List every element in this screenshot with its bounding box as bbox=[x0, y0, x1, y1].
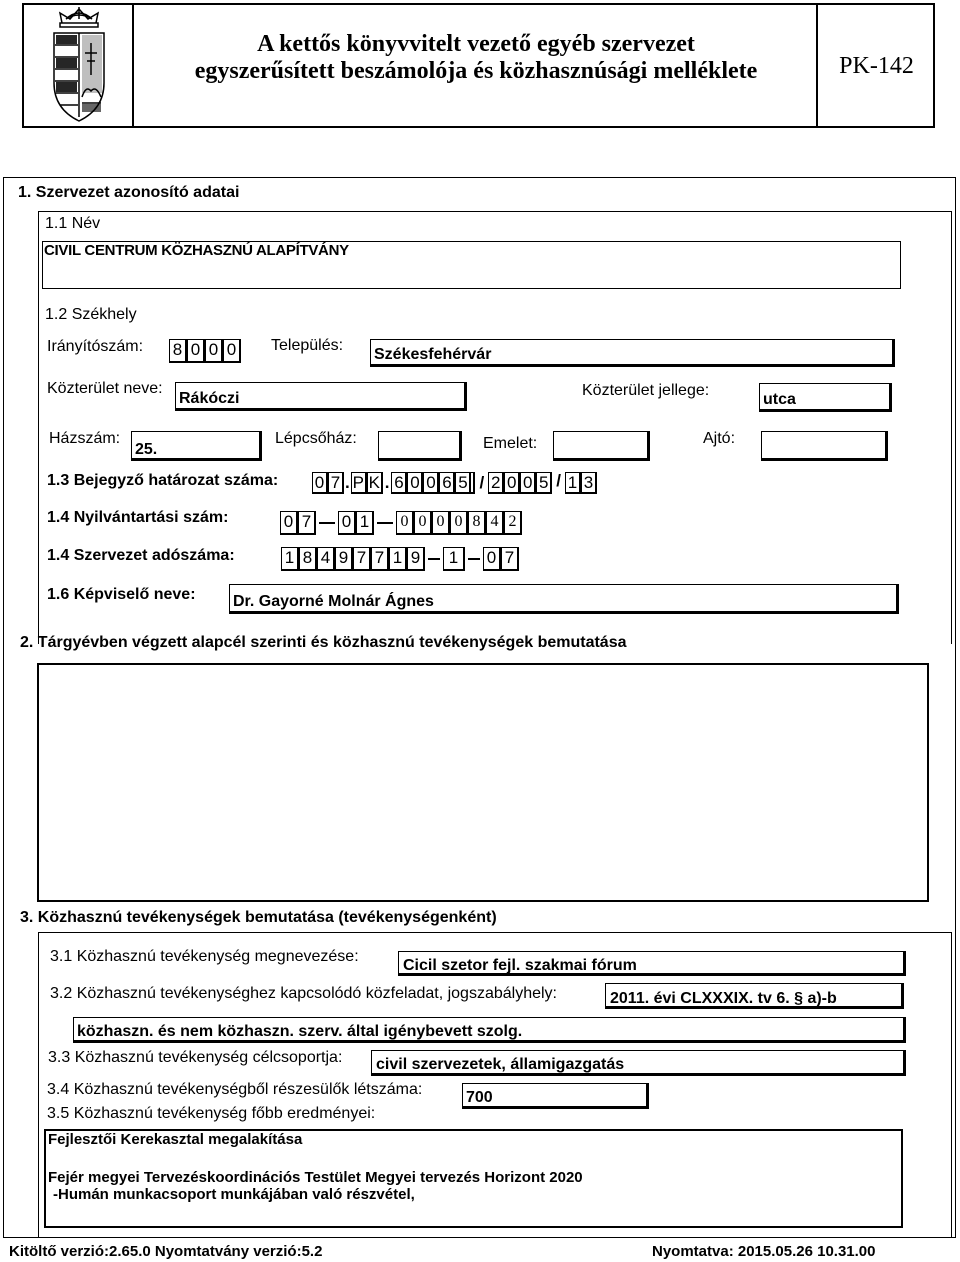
records-digit: 7 bbox=[298, 511, 316, 535]
zip-digit: 8 bbox=[169, 339, 187, 363]
activity-name-value: Cicil szetor fejl. szakmai fórum bbox=[403, 957, 637, 974]
registration-digit: 0 bbox=[312, 472, 328, 494]
target-group-field[interactable] bbox=[371, 1050, 906, 1076]
footer-version: Kitöltő verzió:2.65.0 Nyomtatvány verzió:5.2 bbox=[9, 1243, 323, 1260]
floor-label: Emelet: bbox=[483, 435, 538, 452]
zip-digit: 0 bbox=[205, 339, 223, 363]
door-label: Ajtó: bbox=[703, 430, 736, 447]
door-field[interactable] bbox=[761, 431, 888, 461]
target-group-value: civil szervezetek, államigazgatás bbox=[376, 1056, 625, 1073]
zip-label: Irányítószám: bbox=[47, 338, 144, 355]
results-line1: Fejlesztői Kerekasztal megalakítása bbox=[48, 1131, 303, 1148]
public-task-label: 3.2 Közhasznú tevékenységhez kapcsolódó közfeladat, jogszabályhely: bbox=[50, 985, 557, 1002]
tax-cells[interactable] bbox=[281, 547, 519, 571]
header bbox=[22, 3, 935, 128]
results-field[interactable] bbox=[44, 1129, 903, 1228]
street-value: Rákóczi bbox=[179, 390, 240, 407]
public-task-field-continued[interactable] bbox=[73, 1017, 906, 1043]
section1-title: 1. Szervezet azonosító adatai bbox=[18, 184, 240, 201]
footer-printed: Nyomtatva: 2015.05.26 10.31.00 bbox=[652, 1243, 876, 1260]
rep-label: 1.6 Képviselő neve: bbox=[47, 586, 196, 603]
rep-field[interactable] bbox=[229, 584, 899, 614]
form-title bbox=[136, 31, 816, 85]
beneficiaries-field[interactable] bbox=[462, 1083, 649, 1109]
tax-digit: 9 bbox=[407, 547, 425, 571]
registration-label: 1.3 Bejegyző határozat száma: bbox=[47, 472, 279, 489]
registration-digit: 1 bbox=[565, 472, 581, 494]
form-title-line2: egyszerűsített beszámolója és közhasznúsági melléklete bbox=[194, 58, 758, 84]
zip-cells[interactable] bbox=[169, 339, 241, 363]
records-digit: 1 bbox=[356, 511, 374, 535]
public-task-value-line1: 2011. évi CLXXXIX. tv 6. § a)-b bbox=[610, 990, 837, 1007]
records-digit: 0 bbox=[450, 511, 468, 535]
records-digit: 8 bbox=[468, 511, 486, 535]
records-dash bbox=[319, 522, 335, 524]
activity-name-label: 3.1 Közhasznú tevékenység megnevezése: bbox=[50, 948, 359, 965]
records-dash bbox=[377, 522, 393, 524]
records-digit: 0 bbox=[396, 511, 414, 535]
tax-digit: 1 bbox=[281, 547, 299, 571]
house-value: 25. bbox=[135, 441, 158, 458]
public-task-value-line2: közhaszn. és nem közhaszn. szerv. által igénybevett szolg. bbox=[77, 1023, 523, 1040]
records-digit: 0 bbox=[280, 511, 298, 535]
city-label: Település: bbox=[271, 337, 344, 354]
tax-digit: 1 bbox=[443, 547, 465, 571]
form-code: PK-142 bbox=[839, 53, 914, 79]
street-type-value: utca bbox=[763, 391, 796, 408]
registration-separator: . bbox=[345, 473, 350, 492]
registration-separator: / bbox=[479, 473, 485, 492]
public-task-field[interactable] bbox=[605, 983, 904, 1009]
beneficiaries-value: 700 bbox=[466, 1089, 493, 1106]
floor-field[interactable] bbox=[553, 431, 650, 461]
tax-label: 1.4 Szervezet adószáma: bbox=[47, 547, 235, 564]
coat-of-arms-icon bbox=[24, 5, 134, 126]
registration-digit: 6 bbox=[439, 472, 455, 494]
zip-digit: 0 bbox=[187, 339, 205, 363]
registration-char: P bbox=[351, 472, 367, 494]
rep-value: Dr. Gayorné Molnár Ágnes bbox=[233, 593, 434, 610]
tax-digit: 7 bbox=[371, 547, 389, 571]
tax-digit: 7 bbox=[501, 547, 519, 571]
section2-text-area[interactable] bbox=[37, 663, 929, 902]
registration-digit: 5 bbox=[536, 472, 552, 494]
house-field[interactable] bbox=[131, 431, 262, 461]
city-value: Székesfehérvár bbox=[374, 346, 492, 363]
form-title-line1: A kettős könyvvitelt vezető egyéb szervezet bbox=[257, 31, 695, 57]
registration-digit: 0 bbox=[407, 472, 423, 494]
section3-title: 3. Közhasznú tevékenységek bemutatása (tevékenységenként) bbox=[20, 909, 497, 926]
name-value: CIVIL CENTRUM KÖZHASZNÚ ALAPÍTVÁNY bbox=[44, 242, 349, 259]
records-digit: 4 bbox=[486, 511, 504, 535]
street-type-label: Közterület jellege: bbox=[582, 382, 710, 399]
results-line2: Fejér megyei Tervezéskoordinációs Testület Megyei tervezés Horizont 2020 bbox=[48, 1169, 583, 1186]
tax-digit: 4 bbox=[317, 547, 335, 571]
tax-digit: 7 bbox=[353, 547, 371, 571]
stair-label: Lépcsőház: bbox=[275, 430, 357, 447]
registration-digit: 0 bbox=[423, 472, 439, 494]
tax-dash bbox=[468, 558, 480, 560]
stair-field[interactable] bbox=[378, 431, 462, 461]
registration-digit: 0 bbox=[504, 472, 520, 494]
tax-digit: 1 bbox=[389, 547, 407, 571]
street-type-field[interactable] bbox=[759, 383, 892, 412]
registration-separator: . bbox=[384, 473, 390, 492]
results-line3: -Humán munkacsoport munkájában való részvétel, bbox=[53, 1186, 415, 1203]
name-field[interactable] bbox=[42, 241, 901, 289]
registration-char: K bbox=[367, 472, 383, 494]
tax-digit: 9 bbox=[335, 547, 353, 571]
city-field[interactable] bbox=[370, 339, 895, 367]
tax-dash bbox=[428, 558, 440, 560]
name-label: 1.1 Név bbox=[45, 215, 101, 232]
registration-separator: / bbox=[556, 471, 561, 490]
seat-label: 1.2 Székhely bbox=[45, 306, 137, 323]
registration-digit: 3 bbox=[581, 472, 597, 494]
registration-digit: 7 bbox=[328, 472, 344, 494]
target-group-label: 3.3 Közhasznú tevékenység célcsoportja: bbox=[48, 1049, 343, 1066]
registration-digit: 6 bbox=[391, 472, 407, 494]
registration-digit: 2 bbox=[488, 472, 504, 494]
records-digit: 0 bbox=[414, 511, 432, 535]
registration-digit: 5 bbox=[455, 472, 471, 494]
tax-digit: 8 bbox=[299, 547, 317, 571]
records-label: 1.4 Nyilvántartási szám: bbox=[47, 509, 229, 526]
house-label: Házszám: bbox=[49, 430, 121, 447]
results-label: 3.5 Közhasznú tevékenység főbb eredményei: bbox=[47, 1105, 376, 1122]
section2-title: 2. Tárgyévben végzett alapcél szerinti és közhasznú tevékenységek bemutatása bbox=[20, 634, 627, 651]
registration-digit: 0 bbox=[520, 472, 536, 494]
beneficiaries-label: 3.4 Közhasznú tevékenységből részesülők létszáma: bbox=[47, 1081, 423, 1098]
street-label: Közterület neve: bbox=[47, 380, 163, 397]
registration-cells[interactable] bbox=[312, 472, 597, 494]
street-field[interactable] bbox=[175, 382, 467, 411]
activity-name-field[interactable] bbox=[398, 951, 906, 976]
records-digit: 0 bbox=[338, 511, 356, 535]
zip-digit: 0 bbox=[223, 339, 241, 363]
records-digit: 0 bbox=[432, 511, 450, 535]
tax-digit: 0 bbox=[483, 547, 501, 571]
records-cells[interactable] bbox=[280, 511, 522, 535]
records-digit: 2 bbox=[504, 511, 522, 535]
